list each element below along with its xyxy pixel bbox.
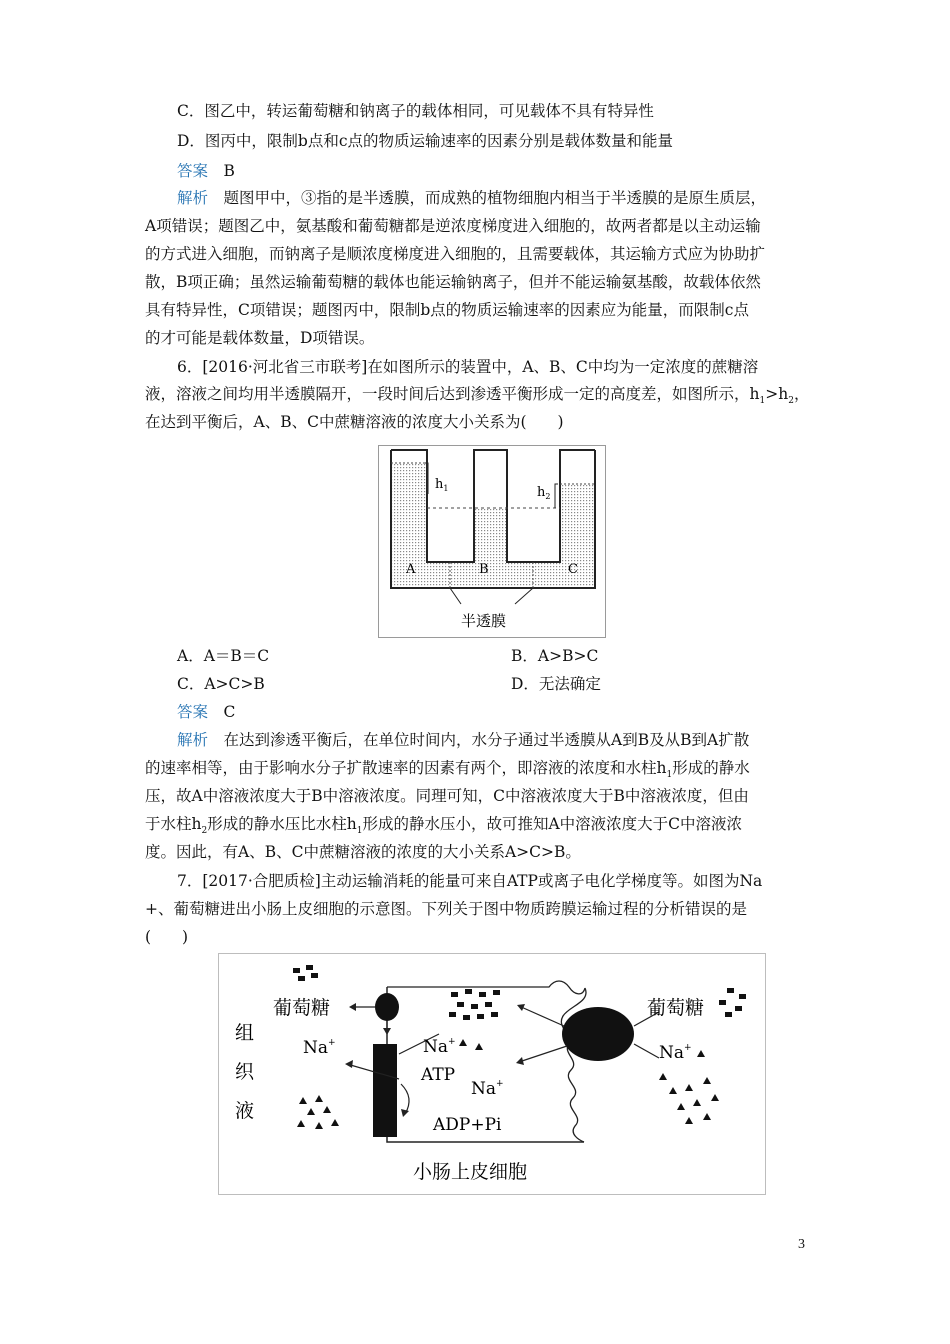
h2-label: $h_2$: [537, 485, 551, 501]
question-7-line1: 7．[2017·合肥质检]主动运输消耗的能量可来自ATP或离子电化学梯度等。如图为Na: [177, 872, 763, 890]
option-a: A．A＝B＝C: [177, 647, 270, 665]
answer-label: 答案: [177, 162, 209, 180]
subscript: 1: [759, 396, 766, 406]
chamber-a-label: A: [406, 562, 416, 577]
chamber-c-label: C: [568, 562, 578, 577]
explanation-q5-line2: A项错误；题图乙中，氨基酸和葡萄糖都是逆浓度梯度进入细胞的，故两者都是以主动运输: [145, 217, 761, 235]
q6-text: 液，溶液之间均用半透膜隔开，一段时间后达到渗透平衡形成一定的高度差，如图所示，h: [145, 385, 760, 403]
explanation-q6-line4: [145, 814, 742, 837]
question-7-line2: +、葡萄糖进出小肠上皮细胞的示意图。下列关于图中物质跨膜运输过程的分析错误的是: [145, 900, 747, 918]
question-6-line3: 在达到平衡后，A、B、C中蔗糖溶液的浓度大小关系为( ): [145, 413, 564, 431]
explanation-text: 在达到渗透平衡后，在单位时间内，水分子通过半透膜从A到B及从B到A扩散: [223, 731, 750, 749]
answer-q5: [177, 161, 235, 181]
subscript: 1: [666, 770, 673, 780]
tissue-fluid-label-3: 液: [235, 1100, 255, 1122]
page-number: 3: [798, 1237, 805, 1252]
intestinal-cell-transport-figure: [218, 953, 766, 1195]
chamber-b-label: B: [479, 562, 489, 577]
adp-pi-label: ADP+Pi: [433, 1115, 502, 1135]
question-7-line3: ( ): [145, 928, 189, 946]
subscript: 2: [788, 396, 794, 406]
membrane-label: 半透膜: [461, 612, 507, 630]
answer-value: B: [223, 162, 235, 180]
explanation-q6-line1: [177, 730, 749, 750]
explanation-text: 形成的静水: [672, 759, 750, 777]
glucose-left-label: 葡萄糖: [273, 997, 331, 1019]
explanation-q6-line5: 度。因此，有A、B、C中蔗糖溶液的浓度的大小关系A>C>B。: [145, 843, 581, 861]
option-c: C．A>C>B: [177, 675, 265, 693]
option-b: B．A>B>C: [511, 647, 599, 665]
options-row-2: [177, 674, 877, 694]
option-d-q5: D．图丙中，限制b点和c点的物质运输速率的因素分别是载体数量和能量: [177, 132, 674, 150]
answer-q6: [177, 702, 235, 722]
options-row-1: [177, 646, 877, 666]
osmosis-apparatus-figure: [378, 445, 606, 638]
glucose-right-label: 葡萄糖: [647, 997, 705, 1019]
option-c-q5: C．图乙中，转运葡萄糖和钠离子的载体相同，可见载体不具有特异性: [177, 102, 654, 120]
tissue-fluid-label-2: 织: [235, 1061, 255, 1083]
tissue-fluid-label-1: 组: [235, 1022, 255, 1044]
explanation-q5-line5: 具有特异性，C项错误；题图丙中，限制b点的物质运输速率的因素应为能量，而限制c点: [145, 301, 749, 319]
question-6-line2: [145, 384, 809, 407]
option-d: D．无法确定: [511, 675, 601, 693]
h1-label: $h_1$: [435, 477, 449, 493]
explanation-text: 的速率相等，由于影响水分子扩散速率的因素有两个，即溶液的浓度和水柱h: [145, 759, 667, 777]
na-label-inner: Na+: [471, 1079, 504, 1099]
cell-caption: 小肠上皮细胞: [413, 1161, 528, 1183]
na-label-left: Na+: [303, 1038, 336, 1058]
q6-text: >h: [765, 385, 789, 403]
explanation-q6-line3: 压，故A中溶液浓度大于B中溶液浓度。同理可知，C中溶液浓度大于B中溶液浓度，但由: [145, 787, 749, 805]
subscript: 2: [201, 826, 208, 836]
explanation-q5-line3: 的方式进入细胞，而钠离子是顺浓度梯度进入细胞的，且需要载体，其运输方式应为协助扩: [145, 245, 766, 263]
na-label-right: Na+: [659, 1043, 692, 1063]
explanation-text: 于水柱h: [145, 815, 202, 833]
explanation-text: 形成的静水压比水柱h: [207, 815, 357, 833]
explanation-text: 题图甲中，③指的是半透膜，而成熟的植物细胞内相当于半透膜的是原生质层，: [223, 189, 767, 207]
explanation-q5-line6: 的才可能是载体数量，D项错误。: [145, 329, 375, 347]
explanation-q5-line4: 散，B项正确；虽然运输葡萄糖的载体也能运输钠离子，但并不能运输氨基酸，故载体依然: [145, 273, 761, 291]
na-label-mid: Na+: [423, 1037, 456, 1057]
question-6-line1: 6．[2016·河北省三市联考]在如图所示的装置中，A、B、C中均为一定浓度的蔗糖溶: [177, 358, 759, 376]
explanation-label: 解析: [177, 189, 209, 207]
answer-value: C: [223, 703, 236, 721]
explanation-q5-line1: [177, 188, 766, 208]
explanation-q6-line2: [145, 758, 750, 781]
q6-text: ，: [793, 385, 810, 403]
answer-label: 答案: [177, 703, 209, 721]
subscript: 1: [356, 826, 363, 836]
explanation-label: 解析: [177, 731, 209, 749]
atp-label: ATP: [421, 1065, 456, 1085]
explanation-text: 形成的静水压小，故可推知A中溶液浓度大于C中溶液浓: [362, 815, 742, 833]
